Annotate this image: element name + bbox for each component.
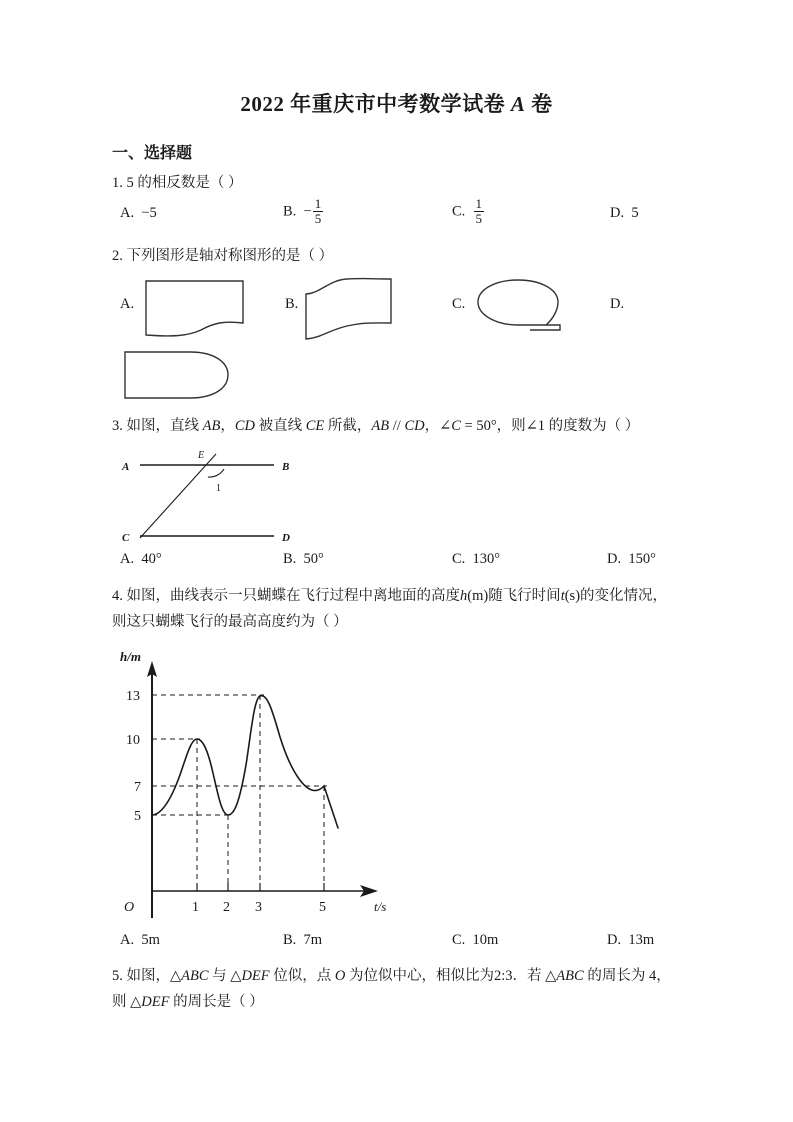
question-4-option-a[interactable] (120, 932, 160, 949)
question-2-option-a-label[interactable]: A. (120, 296, 135, 312)
option-value: 5m (141, 932, 160, 948)
question-2-figure-b (303, 276, 395, 342)
angle-1-arc (208, 469, 224, 477)
triangle-def: △DEF (230, 968, 270, 984)
y-tick-7: 7 (134, 780, 141, 795)
option-value (304, 198, 324, 226)
question-3-text: 3. 如图，直线 AB，CD 被直线 CE 所截，AB // CD，∠C = 50°，则∠1 的度数为（ ） (112, 418, 640, 434)
angle-c: C (451, 418, 461, 434)
triangle-def-2: △DEF (130, 994, 170, 1010)
option-label: B. (283, 203, 297, 220)
option-label: C. (452, 551, 466, 567)
label-c: C (122, 532, 130, 544)
option-label: B. (283, 551, 297, 567)
question-2-text: 2. 下列图形是轴对称图形的是（ ） (112, 248, 334, 264)
fraction (474, 197, 485, 225)
question-1-text: 1. 5 的相反数是（ ） (112, 175, 243, 191)
question-4-text-line-2: 则这只蝴蝶飞行的最高高度约为（ ） (112, 614, 348, 630)
minus-sign: − (303, 203, 312, 220)
question-4-text-line-1: 4. 如图，曲线表示一只蝴蝶在飞行过程中离地面的高度h(m)随飞行时间t(s)的变化情况， (112, 588, 668, 604)
question-2-option-b-label[interactable]: B. (285, 296, 299, 312)
question-3-figure (112, 443, 342, 548)
x-tick-label-1: 1 (192, 900, 199, 915)
option-label: D. (607, 932, 622, 948)
title-suffix: 卷 (531, 92, 553, 116)
label-a: A (122, 461, 130, 473)
line-cd-2: CD (404, 418, 425, 434)
title-prefix: 2022 年重庆市中考数学试卷 (240, 92, 506, 116)
question-3-option-c[interactable] (452, 551, 500, 568)
label-b: B (282, 461, 290, 473)
triangle-abc: △ABC (170, 968, 209, 984)
question-2-figure-d (122, 348, 234, 402)
x-tick-label-3: 3 (255, 900, 262, 915)
unit-s: (s) (564, 588, 581, 604)
question-3-option-a[interactable] (120, 551, 162, 568)
variable-t: t (560, 588, 565, 604)
height-curve (153, 696, 338, 828)
fraction (313, 197, 324, 225)
x-tick-label-2: 2 (223, 900, 230, 915)
variable-h: h (460, 588, 468, 604)
line-ab-2: AB (371, 418, 390, 434)
option-label: A. (120, 932, 135, 948)
option-label: A. (120, 551, 135, 567)
triangle-abc-2: △ABC (545, 968, 584, 984)
question-4-option-b[interactable] (283, 932, 322, 949)
option-label: A. (120, 205, 135, 221)
option-value: 130° (472, 551, 501, 567)
transversal-ce (140, 454, 216, 538)
label-d: D (282, 532, 290, 544)
option-value: −5 (141, 205, 157, 221)
option-value: 7m (303, 932, 323, 948)
question-2-option-d-label[interactable]: D. (610, 296, 625, 312)
line-ce: CE (305, 418, 325, 434)
line-cd: CD (234, 418, 255, 434)
origin-label: O (124, 900, 135, 915)
label-e: E (198, 450, 205, 461)
question-1-option-b[interactable] (283, 198, 323, 226)
fraction-numerator: 1 (314, 196, 322, 211)
y-tick-5: 5 (134, 809, 141, 824)
unit-m: (m) (467, 588, 489, 604)
question-2-figure-c (470, 277, 570, 339)
fraction-denominator: 5 (314, 210, 322, 226)
question-1-option-c[interactable] (452, 198, 484, 226)
question-3-option-b[interactable] (283, 551, 324, 568)
question-1-option-d[interactable] (610, 205, 639, 222)
question-5-text-line-2: 则 △DEF 的周长是（ ） (112, 994, 264, 1010)
question-1-option-a[interactable] (120, 205, 157, 222)
question-2-figure-a (143, 278, 248, 340)
x-tick-label-5: 5 (319, 900, 326, 915)
option-label: D. (610, 205, 625, 221)
question-5-text-line-1: 5. 如图，△ABC 与 △DEF 位似，点 O 为位似中心，相似比为2:3．若 △ABC 的周长为 4， (112, 968, 671, 984)
fraction-denominator: 5 (475, 210, 483, 226)
option-value: 40° (141, 551, 162, 567)
fraction-numerator: 1 (475, 196, 483, 211)
option-value: 50° (303, 551, 324, 567)
question-4-option-c[interactable] (452, 932, 498, 949)
question-3-option-d[interactable] (607, 551, 656, 568)
option-label: C. (452, 932, 466, 948)
question-2-option-c-label[interactable]: C. (452, 296, 466, 312)
label-angle-1: 1 (216, 483, 221, 494)
question-4-chart (112, 643, 412, 923)
y-tick-13: 13 (126, 689, 140, 704)
question-4-option-d[interactable] (607, 932, 654, 949)
page-title (0, 88, 793, 118)
x-axis-label: t/s (374, 899, 387, 914)
option-label: C. (452, 203, 466, 220)
section-heading: 一、选择题 (112, 145, 193, 162)
title-paper-letter: A (510, 92, 526, 116)
option-label: B. (283, 932, 297, 948)
option-label: D. (607, 551, 622, 567)
option-value: 150° (628, 551, 656, 567)
y-tick-10: 10 (126, 733, 140, 748)
option-value: 13m (628, 932, 655, 948)
y-axis-label: h/m (120, 649, 141, 664)
option-value: 5 (631, 205, 639, 221)
line-ab: AB (202, 418, 221, 434)
point-o: O (334, 968, 346, 984)
option-value: 10m (472, 932, 499, 948)
